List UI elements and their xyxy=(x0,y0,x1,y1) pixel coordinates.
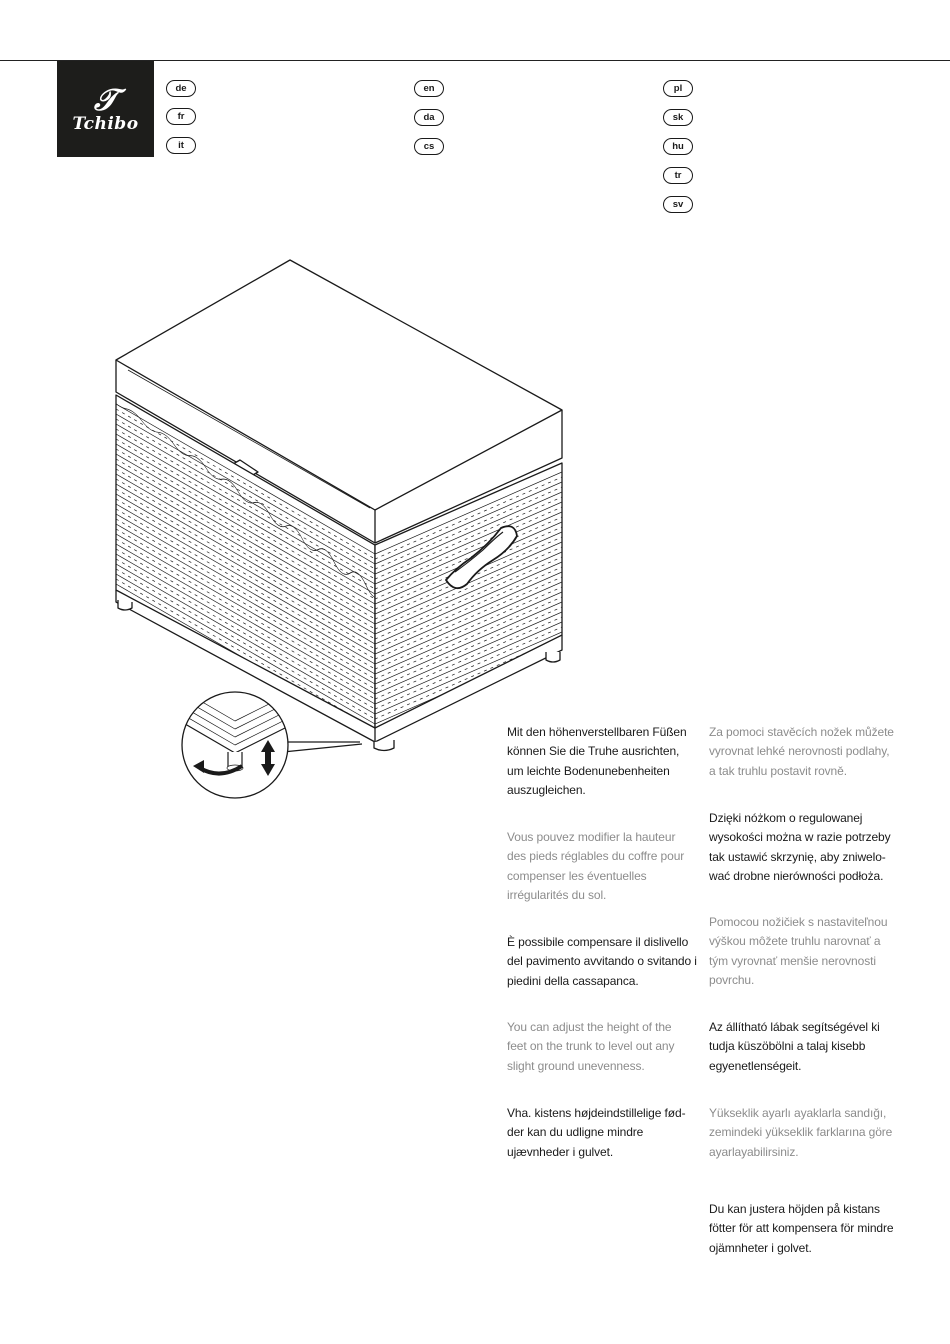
text-da: Vha. kistens højdeindstillelige fød-der kan du udligne mindre ujævnheder i gulvet. xyxy=(507,1106,686,1159)
lang-badge-hu: hu xyxy=(663,138,693,155)
brand-name: Tchibo xyxy=(72,114,139,134)
lang-badge-da: da xyxy=(414,109,444,126)
text-fr: Vous pouvez modifier la hauteur des pieds réglables du coffre pour compenser les éventuelles irrégularités du sol. xyxy=(507,830,685,902)
text-pl: Dzięki nóżkom o regulowanej wysokości można w razie potrzeby tak ustawić skrzynię, aby zniwelo-wać drobne nierówności podłoża. xyxy=(709,811,891,883)
lang-badge-it: it xyxy=(166,137,196,154)
lang-badge-sk: sk xyxy=(663,109,693,126)
text-de: Mit den höhenverstellbaren Füßen können Sie die Truhe ausrichten, um leichte Bodenunebenheiten auszugleichen. xyxy=(507,725,687,797)
tchibo-logo xyxy=(57,61,154,157)
lang-badge-en: en xyxy=(414,80,444,97)
lang-badge-tr: tr xyxy=(663,167,693,184)
text-hu: Az állítható lábak segítségével ki tudja küszöbölni a talaj kisebb egyenetlenségeit. xyxy=(709,1020,880,1073)
lang-badge-de: de xyxy=(166,80,196,97)
text-cs: Za pomoci stavěcích nožek můžete vyrovnat lehké nerovnosti podlahy, a tak truhlu postavit rovně. xyxy=(709,725,894,778)
lang-badge-sv: sv xyxy=(663,196,693,213)
language-list-3 xyxy=(663,80,703,225)
text-sk: Pomocou nožičiek s nastaviteľnou výškou môžete truhlu narovnať a tým vyrovnať menšie nerovnosti povrchu. xyxy=(709,915,888,987)
text-sv: Du kan justera höjden på kistans fötter för att kompensera för mindre ojämnheter i golvet. xyxy=(709,1202,894,1255)
language-list-2 xyxy=(414,80,454,167)
foot-right xyxy=(546,652,560,662)
lang-badge-fr: fr xyxy=(166,108,196,125)
text-tr: Yükseklik ayarlı ayaklarla sandığı, zemindeki yükseklik farklarına göre ayarlayabilirsiniz. xyxy=(709,1106,893,1159)
lang-badge-pl: pl xyxy=(663,80,693,97)
text-it: È possibile compensare il dislivello del pavimento avvitando o svitando i piedini della cassapanca. xyxy=(507,935,697,988)
text-en: You can adjust the height of the feet on the trunk to level out any slight ground unevenness. xyxy=(507,1020,675,1073)
tchibo-emblem-icon: 𝒯 xyxy=(94,83,117,118)
language-list-1 xyxy=(166,80,206,166)
lang-badge-cs: cs xyxy=(414,138,444,155)
foot-left xyxy=(118,600,132,610)
